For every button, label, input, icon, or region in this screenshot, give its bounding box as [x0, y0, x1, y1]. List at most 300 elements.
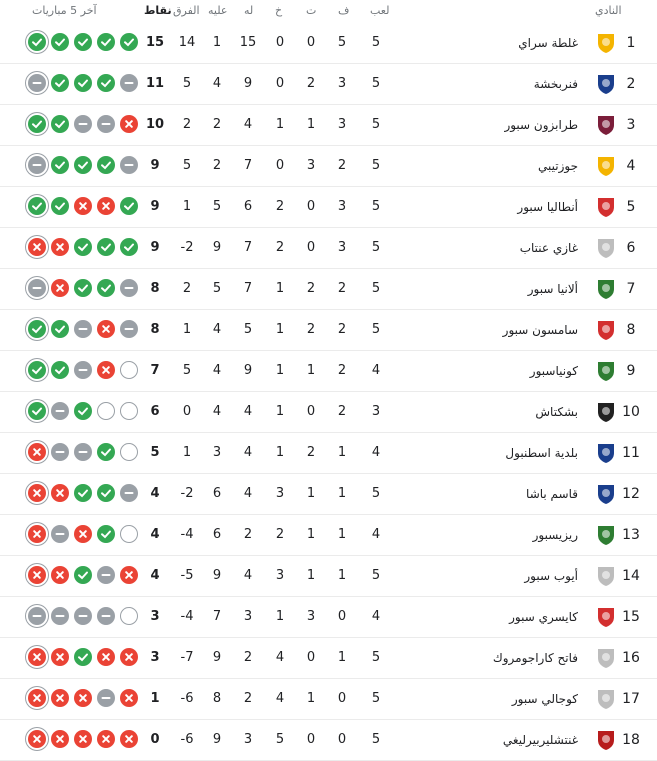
loss-cross-icon[interactable]	[97, 361, 115, 379]
win-check-icon[interactable]	[51, 115, 69, 133]
position-cell: 11	[622, 445, 640, 461]
genclerbirligi-crest-icon	[595, 729, 617, 751]
loss-cross-icon[interactable]	[120, 115, 138, 133]
karagumruk-crest-icon	[595, 647, 617, 669]
team-name[interactable]: غلطة سراي	[518, 36, 578, 50]
win-check-icon[interactable]	[51, 320, 69, 338]
position-cell: 3	[626, 117, 636, 133]
last-5-form	[24, 74, 136, 94]
goal-difference-cell: -4	[180, 527, 194, 542]
draw-minus-icon[interactable]	[120, 320, 138, 338]
lost-cell: 2	[275, 240, 285, 255]
win-check-icon[interactable]	[97, 33, 115, 51]
points-cell: 11	[145, 76, 165, 91]
table-row[interactable]	[0, 392, 657, 433]
table-row[interactable]	[0, 310, 657, 351]
goals-against-cell: 5	[212, 281, 222, 296]
goals-for-cell: 15	[239, 35, 257, 50]
table-row[interactable]	[0, 556, 657, 597]
draw-minus-icon[interactable]	[51, 607, 69, 625]
lost-cell: 3	[275, 486, 285, 501]
table-header	[0, 0, 657, 20]
won-cell: 2	[337, 404, 347, 419]
draw-minus-icon[interactable]	[74, 320, 92, 338]
loss-cross-icon[interactable]	[28, 648, 46, 666]
loss-cross-icon[interactable]	[97, 320, 115, 338]
konyaspor-crest-icon	[595, 360, 617, 382]
goal-difference-cell: 1	[182, 322, 192, 337]
goals-for-cell: 4	[243, 404, 253, 419]
goals-for-cell: 9	[243, 363, 253, 378]
lost-cell: 1	[275, 117, 285, 132]
last-5-form	[24, 607, 136, 627]
goals-against-cell: 3	[212, 445, 222, 460]
goal-difference-cell: 2	[182, 281, 192, 296]
empty-match-icon[interactable]	[120, 402, 138, 420]
loss-cross-icon[interactable]	[120, 648, 138, 666]
table-row[interactable]	[0, 597, 657, 638]
goals-for-cell: 5	[243, 322, 253, 337]
win-check-icon[interactable]	[51, 156, 69, 174]
header-last5: آخر 5 مباريات	[32, 4, 97, 17]
loss-cross-icon[interactable]	[28, 484, 46, 502]
win-check-icon[interactable]	[51, 33, 69, 51]
draw-minus-icon[interactable]	[51, 443, 69, 461]
won-cell: 1	[337, 486, 347, 501]
win-check-icon[interactable]	[120, 238, 138, 256]
won-cell: 1	[337, 527, 347, 542]
drawn-cell: 3	[306, 609, 316, 624]
goals-against-cell: 6	[212, 486, 222, 501]
loss-cross-icon[interactable]	[28, 689, 46, 707]
won-cell: 3	[337, 76, 347, 91]
points-cell: 4	[150, 527, 160, 542]
position-cell: 7	[626, 281, 636, 297]
goals-for-cell: 6	[243, 199, 253, 214]
win-check-icon[interactable]	[28, 33, 46, 51]
loss-cross-icon[interactable]	[28, 443, 46, 461]
position-cell: 12	[622, 486, 640, 502]
last-5-form	[24, 402, 136, 422]
lost-cell: 0	[275, 35, 285, 50]
empty-match-icon[interactable]	[97, 402, 115, 420]
table-row[interactable]	[0, 474, 657, 515]
position-cell: 14	[622, 568, 640, 584]
goals-for-cell: 2	[243, 691, 253, 706]
loss-cross-icon[interactable]	[51, 730, 69, 748]
team-name[interactable]: ريزيسبور	[532, 528, 578, 542]
played-cell: 4	[371, 609, 381, 624]
goals-against-cell: 1	[212, 35, 222, 50]
draw-minus-icon[interactable]	[97, 689, 115, 707]
team-name[interactable]: فاتح كاراجومروك	[492, 651, 578, 665]
header-gd: الفرق	[173, 4, 200, 17]
points-cell: 0	[150, 732, 160, 747]
win-check-icon[interactable]	[74, 402, 92, 420]
empty-match-icon[interactable]	[120, 525, 138, 543]
lost-cell: 1	[275, 404, 285, 419]
header-lost: خ	[275, 4, 283, 17]
loss-cross-icon[interactable]	[74, 197, 92, 215]
antalyaspor-crest-icon	[595, 196, 617, 218]
draw-minus-icon[interactable]	[28, 607, 46, 625]
table-row[interactable]	[0, 23, 657, 64]
position-cell: 8	[626, 322, 636, 338]
drawn-cell: 1	[306, 527, 316, 542]
played-cell: 5	[371, 35, 381, 50]
win-check-icon[interactable]	[74, 566, 92, 584]
played-cell: 5	[371, 322, 381, 337]
played-cell: 5	[371, 76, 381, 91]
position-cell: 1	[626, 35, 636, 51]
team-name[interactable]: غنتشليربيرليغي	[502, 733, 578, 747]
points-cell: 7	[150, 363, 160, 378]
drawn-cell: 1	[306, 568, 316, 583]
table-row[interactable]	[0, 515, 657, 556]
goals-for-cell: 3	[243, 732, 253, 747]
header-points: نقاط	[144, 4, 172, 17]
goal-difference-cell: 1	[182, 445, 192, 460]
drawn-cell: 1	[306, 363, 316, 378]
win-check-icon[interactable]	[74, 484, 92, 502]
draw-minus-icon[interactable]	[28, 279, 46, 297]
won-cell: 1	[337, 568, 347, 583]
goals-against-cell: 9	[212, 240, 222, 255]
table-row[interactable]	[0, 187, 657, 228]
win-check-icon[interactable]	[28, 402, 46, 420]
team-name[interactable]: سامسون سبور	[502, 323, 578, 337]
win-check-icon[interactable]	[28, 320, 46, 338]
played-cell: 4	[371, 527, 381, 542]
draw-minus-icon[interactable]	[51, 402, 69, 420]
galatasaray-crest-icon	[595, 32, 617, 54]
drawn-cell: 1	[306, 117, 316, 132]
table-row[interactable]	[0, 720, 657, 761]
last-5-form	[24, 33, 136, 53]
empty-match-icon[interactable]	[120, 361, 138, 379]
drawn-cell: 0	[306, 732, 316, 747]
draw-minus-icon[interactable]	[74, 115, 92, 133]
drawn-cell: 2	[306, 76, 316, 91]
goal-difference-cell: -6	[180, 691, 194, 706]
basaksehir-crest-icon	[595, 442, 617, 464]
goals-for-cell: 4	[243, 486, 253, 501]
loss-cross-icon[interactable]	[51, 238, 69, 256]
table-row[interactable]	[0, 269, 657, 310]
last-5-form	[24, 648, 136, 668]
win-check-icon[interactable]	[51, 361, 69, 379]
win-check-icon[interactable]	[28, 197, 46, 215]
position-cell: 16	[622, 650, 640, 666]
lost-cell: 3	[275, 568, 285, 583]
win-check-icon[interactable]	[28, 115, 46, 133]
goals-for-cell: 3	[243, 609, 253, 624]
lost-cell: 1	[275, 281, 285, 296]
won-cell: 2	[337, 158, 347, 173]
draw-minus-icon[interactable]	[120, 156, 138, 174]
kocaelispor-crest-icon	[595, 688, 617, 710]
empty-match-icon[interactable]	[120, 443, 138, 461]
drawn-cell: 2	[306, 281, 316, 296]
goal-difference-cell: 5	[182, 363, 192, 378]
played-cell: 5	[371, 240, 381, 255]
draw-minus-icon[interactable]	[97, 115, 115, 133]
team-name[interactable]: ألانيا سبور	[527, 282, 578, 296]
lost-cell: 1	[275, 609, 285, 624]
goal-difference-cell: -2	[180, 486, 194, 501]
loss-cross-icon[interactable]	[51, 648, 69, 666]
goals-for-cell: 9	[243, 76, 253, 91]
loss-cross-icon[interactable]	[51, 689, 69, 707]
win-check-icon[interactable]	[97, 525, 115, 543]
draw-minus-icon[interactable]	[74, 443, 92, 461]
loss-cross-icon[interactable]	[74, 525, 92, 543]
points-cell: 9	[150, 158, 160, 173]
team-name[interactable]: أيوب سبور	[524, 569, 578, 583]
fenerbahce-crest-icon	[595, 73, 617, 95]
win-check-icon[interactable]	[51, 74, 69, 92]
drawn-cell: 0	[306, 199, 316, 214]
last-5-form	[24, 320, 136, 340]
goal-difference-cell: -4	[180, 609, 194, 624]
trabzonspor-crest-icon	[595, 114, 617, 136]
table-row[interactable]	[0, 351, 657, 392]
goals-for-cell: 7	[243, 240, 253, 255]
played-cell: 5	[371, 199, 381, 214]
played-cell: 4	[371, 445, 381, 460]
table-row[interactable]	[0, 64, 657, 105]
goal-difference-cell: 1	[182, 199, 192, 214]
loss-cross-icon[interactable]	[51, 279, 69, 297]
kayserispor-crest-icon	[595, 606, 617, 628]
points-cell: 15	[145, 35, 165, 50]
goals-for-cell: 7	[243, 281, 253, 296]
goals-for-cell: 4	[243, 568, 253, 583]
team-name[interactable]: طرابزون سبور	[504, 118, 578, 132]
team-name[interactable]: كوجالي سبور	[511, 692, 578, 706]
draw-minus-icon[interactable]	[74, 607, 92, 625]
win-check-icon[interactable]	[74, 648, 92, 666]
position-cell: 6	[626, 240, 636, 256]
points-cell: 3	[150, 609, 160, 624]
loss-cross-icon[interactable]	[28, 566, 46, 584]
last-5-form	[24, 566, 136, 586]
header-gf: له	[244, 4, 254, 17]
team-name[interactable]: غازي عنتاب	[519, 241, 578, 255]
lost-cell: 2	[275, 199, 285, 214]
lost-cell: 4	[275, 650, 285, 665]
won-cell: 3	[337, 199, 347, 214]
goal-difference-cell: 5	[182, 76, 192, 91]
rizespor-crest-icon	[595, 524, 617, 546]
last-5-form	[24, 197, 136, 217]
draw-minus-icon[interactable]	[51, 525, 69, 543]
drawn-cell: 0	[306, 240, 316, 255]
goals-against-cell: 4	[212, 322, 222, 337]
win-check-icon[interactable]	[97, 443, 115, 461]
goal-difference-cell: -6	[180, 732, 194, 747]
win-check-icon[interactable]	[74, 279, 92, 297]
goals-for-cell: 2	[243, 527, 253, 542]
goals-against-cell: 5	[212, 199, 222, 214]
kasimpasa-crest-icon	[595, 483, 617, 505]
team-name[interactable]: بشكتاش	[535, 405, 578, 419]
loss-cross-icon[interactable]	[51, 566, 69, 584]
played-cell: 5	[371, 117, 381, 132]
drawn-cell: 1	[306, 486, 316, 501]
table-row[interactable]	[0, 638, 657, 679]
win-check-icon[interactable]	[97, 238, 115, 256]
loss-cross-icon[interactable]	[120, 730, 138, 748]
besiktas-crest-icon	[595, 401, 617, 423]
goztepe-crest-icon	[595, 155, 617, 177]
last-5-form	[24, 115, 136, 135]
played-cell: 5	[371, 281, 381, 296]
points-cell: 9	[150, 199, 160, 214]
draw-minus-icon[interactable]	[28, 74, 46, 92]
goals-for-cell: 7	[243, 158, 253, 173]
table-row[interactable]	[0, 433, 657, 474]
table-row[interactable]	[0, 679, 657, 720]
goals-for-cell: 4	[243, 445, 253, 460]
lost-cell: 2	[275, 527, 285, 542]
table-row[interactable]	[0, 228, 657, 269]
position-cell: 9	[626, 363, 636, 379]
eyupspor-crest-icon	[595, 565, 617, 587]
goals-against-cell: 4	[212, 404, 222, 419]
drawn-cell: 1	[306, 691, 316, 706]
header-drawn: ت	[306, 4, 317, 17]
loss-cross-icon[interactable]	[120, 566, 138, 584]
won-cell: 5	[337, 35, 347, 50]
goals-against-cell: 8	[212, 691, 222, 706]
goals-for-cell: 4	[243, 117, 253, 132]
win-check-icon[interactable]	[74, 74, 92, 92]
loss-cross-icon[interactable]	[74, 730, 92, 748]
win-check-icon[interactable]	[74, 238, 92, 256]
team-name[interactable]: جوزتيبي	[538, 159, 578, 173]
gaziantep-crest-icon	[595, 237, 617, 259]
points-cell: 1	[150, 691, 160, 706]
win-check-icon[interactable]	[28, 361, 46, 379]
goals-against-cell: 2	[212, 117, 222, 132]
win-check-icon[interactable]	[74, 33, 92, 51]
last-5-form	[24, 279, 136, 299]
team-name[interactable]: كونياسبور	[529, 364, 578, 378]
loss-cross-icon[interactable]	[97, 197, 115, 215]
win-check-icon[interactable]	[97, 279, 115, 297]
played-cell: 5	[371, 568, 381, 583]
win-check-icon[interactable]	[97, 484, 115, 502]
won-cell: 3	[337, 240, 347, 255]
last-5-form	[24, 689, 136, 709]
win-check-icon[interactable]	[97, 74, 115, 92]
loss-cross-icon[interactable]	[28, 238, 46, 256]
drawn-cell: 2	[306, 445, 316, 460]
draw-minus-icon[interactable]	[120, 279, 138, 297]
empty-match-icon[interactable]	[120, 607, 138, 625]
position-cell: 17	[622, 691, 640, 707]
points-cell: 6	[150, 404, 160, 419]
last-5-form	[24, 238, 136, 258]
drawn-cell: 0	[306, 35, 316, 50]
team-name[interactable]: قاسم باشا	[526, 487, 578, 501]
position-cell: 13	[622, 527, 640, 543]
played-cell: 5	[371, 732, 381, 747]
position-cell: 15	[622, 609, 640, 625]
goal-difference-cell: 2	[182, 117, 192, 132]
goals-against-cell: 9	[212, 568, 222, 583]
win-check-icon[interactable]	[97, 156, 115, 174]
draw-minus-icon[interactable]	[97, 607, 115, 625]
position-cell: 5	[626, 199, 636, 215]
team-name[interactable]: أنطاليا سبور	[517, 200, 578, 214]
win-check-icon[interactable]	[120, 33, 138, 51]
loss-cross-icon[interactable]	[74, 689, 92, 707]
lost-cell: 5	[275, 732, 285, 747]
goals-against-cell: 6	[212, 527, 222, 542]
lost-cell: 0	[275, 158, 285, 173]
position-cell: 10	[622, 404, 640, 420]
draw-minus-icon[interactable]	[97, 566, 115, 584]
table-row[interactable]	[0, 146, 657, 187]
played-cell: 4	[371, 363, 381, 378]
header-ga: عليه	[208, 4, 228, 17]
won-cell: 0	[337, 732, 347, 747]
team-name[interactable]: بلدية اسطنبول	[505, 446, 578, 460]
draw-minus-icon[interactable]	[28, 156, 46, 174]
table-row[interactable]	[0, 105, 657, 146]
drawn-cell: 3	[306, 158, 316, 173]
goals-against-cell: 4	[212, 76, 222, 91]
won-cell: 2	[337, 322, 347, 337]
win-check-icon[interactable]	[74, 156, 92, 174]
points-cell: 4	[150, 486, 160, 501]
draw-minus-icon[interactable]	[120, 74, 138, 92]
loss-cross-icon[interactable]	[51, 484, 69, 502]
win-check-icon[interactable]	[51, 197, 69, 215]
last-5-form	[24, 730, 136, 750]
goals-against-cell: 4	[212, 363, 222, 378]
loss-cross-icon[interactable]	[28, 730, 46, 748]
last-5-form	[24, 361, 136, 381]
draw-minus-icon[interactable]	[74, 361, 92, 379]
played-cell: 5	[371, 691, 381, 706]
points-cell: 9	[150, 240, 160, 255]
lost-cell: 1	[275, 322, 285, 337]
header-played: لعب	[370, 4, 390, 17]
team-name[interactable]: كايسري سبور	[509, 610, 578, 624]
loss-cross-icon[interactable]	[28, 525, 46, 543]
draw-minus-icon[interactable]	[120, 484, 138, 502]
lost-cell: 4	[275, 691, 285, 706]
played-cell: 3	[371, 404, 381, 419]
team-name[interactable]: فنربخشة	[533, 77, 578, 91]
loss-cross-icon[interactable]	[120, 689, 138, 707]
points-cell: 4	[150, 568, 160, 583]
goals-against-cell: 7	[212, 609, 222, 624]
played-cell: 5	[371, 486, 381, 501]
played-cell: 5	[371, 650, 381, 665]
loss-cross-icon[interactable]	[97, 648, 115, 666]
last-5-form	[24, 443, 136, 463]
drawn-cell: 0	[306, 650, 316, 665]
loss-cross-icon[interactable]	[97, 730, 115, 748]
header-club: النادي	[595, 4, 622, 17]
goals-against-cell: 9	[212, 732, 222, 747]
lost-cell: 1	[275, 445, 285, 460]
win-check-icon[interactable]	[120, 197, 138, 215]
